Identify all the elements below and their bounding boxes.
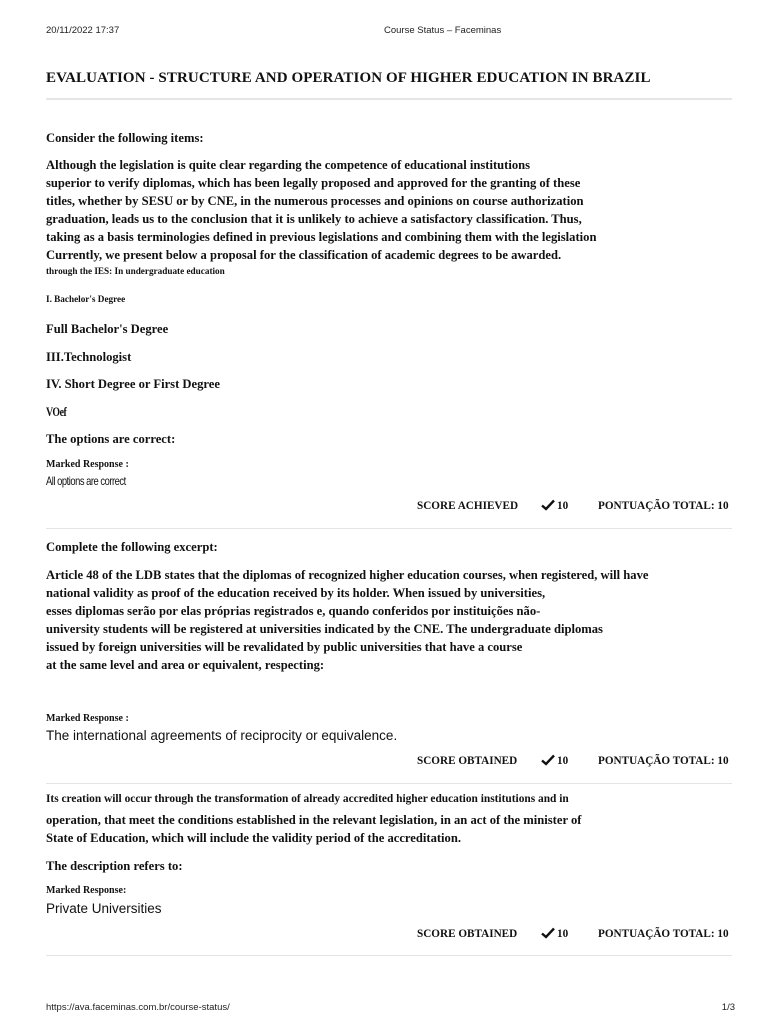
q1-response-label: Marked Response : [46,459,129,470]
print-page-number: 1/3 [721,1002,735,1013]
q1-paragraph [46,156,736,264]
q1-item-2: Full Bachelor's Degree [46,322,169,336]
q2-total-score: PONTUAÇÃO TOTAL: 10 [598,755,729,767]
q3-score-label: SCORE OBTAINED [417,928,518,940]
q1-garbled-item: VOef [46,405,67,419]
q1-marked-response: All options are correct [46,474,126,488]
q2-response-label: Marked Response : [46,713,129,724]
q2-line: issued by foreign universities will be revalidated by public universities that have a course [46,640,523,654]
q1-intro: Consider the following items: [46,131,204,145]
q2-intro: Complete the following excerpt: [46,540,218,554]
q2-line: national validity as proof of the education received by its holder. When issued by universities, [46,586,546,600]
q1-item-1: I. Bachelor's Degree [46,294,126,304]
page-title: EVALUATION - STRUCTURE AND OPERATION OF HIGHER EDUCATION IN BRAZIL [46,70,651,86]
q3-score-value: 10 [557,928,569,940]
q2-line: esses diplomas serão por elas próprias registrados e, quando conferidos por instituições não- [46,604,541,618]
q3-divider [46,955,732,956]
print-url: https://ava.faceminas.com.br/course-status/ [46,1002,230,1013]
q3-score-row [0,928,768,944]
q3-marked-response: Private Universities [46,901,162,916]
q1-score-value: 10 [557,500,569,512]
q3-line-2: operation, that meet the conditions established in the relevant legislation, in an act of the minister of [46,813,582,827]
q2-score-label: SCORE OBTAINED [417,755,518,767]
q2-line: Article 48 of the LDB states that the diplomas of recognized higher education courses, when registered, will have [46,568,649,582]
print-datetime: 20/11/2022 17:37 [46,25,120,36]
q3-line-3: State of Education, which will include the validity period of the accreditation. [46,831,462,845]
q2-score-row [0,755,768,771]
q1-item-3: III.Technologist [46,350,132,364]
q1-line: Currently, we present below a proposal for the classification of academic degrees to be awarded. [46,248,562,262]
q2-line: at the same level and area or equivalent, respecting: [46,658,325,672]
q1-item-4: IV. Short Degree or First Degree [46,377,220,391]
check-icon [541,499,555,511]
q1-line: Although the legislation is quite clear regarding the competence of educational institutions [46,158,531,172]
q1-score-row [0,500,768,516]
q2-paragraph [46,566,736,674]
q3-response-label: Marked Response: [46,885,127,896]
q1-divider [46,528,732,529]
q3-question: The description refers to: [46,859,183,873]
q2-score-value: 10 [557,755,569,767]
q1-small-line: through the IES: In undergraduate education [46,266,225,276]
check-icon [541,927,555,939]
q1-line: titles, whether by SESU or by CNE, in the numerous processes and opinions on course authorization [46,194,584,208]
check-icon [541,754,555,766]
q1-score-label: SCORE ACHIEVED [417,500,519,512]
q1-question: The options are correct: [46,432,176,446]
print-page-title: Course Status – Faceminas [384,25,502,36]
q1-line: taking as a basis terminologies defined in previous legislations and combining them with the legislation [46,230,597,244]
q2-marked-response: The international agreements of reciprocity or equivalence. [46,728,398,743]
title-divider [46,98,732,100]
q3-line-1: Its creation will occur through the transformation of already accredited higher education institutions and in [46,793,569,805]
q1-line: graduation, leads us to the conclusion that it is unlikely to achieve a satisfactory classification. Thus, [46,212,582,226]
q1-line: superior to verify diplomas, which has been legally proposed and approved for the granting of these [46,176,581,190]
q2-line: university students will be registered at universities indicated by the CNE. The undergraduate diplomas [46,622,603,636]
q1-total-score: PONTUAÇÃO TOTAL: 10 [598,500,729,512]
q2-divider [46,783,732,784]
q3-total-score: PONTUAÇÃO TOTAL: 10 [598,928,729,940]
